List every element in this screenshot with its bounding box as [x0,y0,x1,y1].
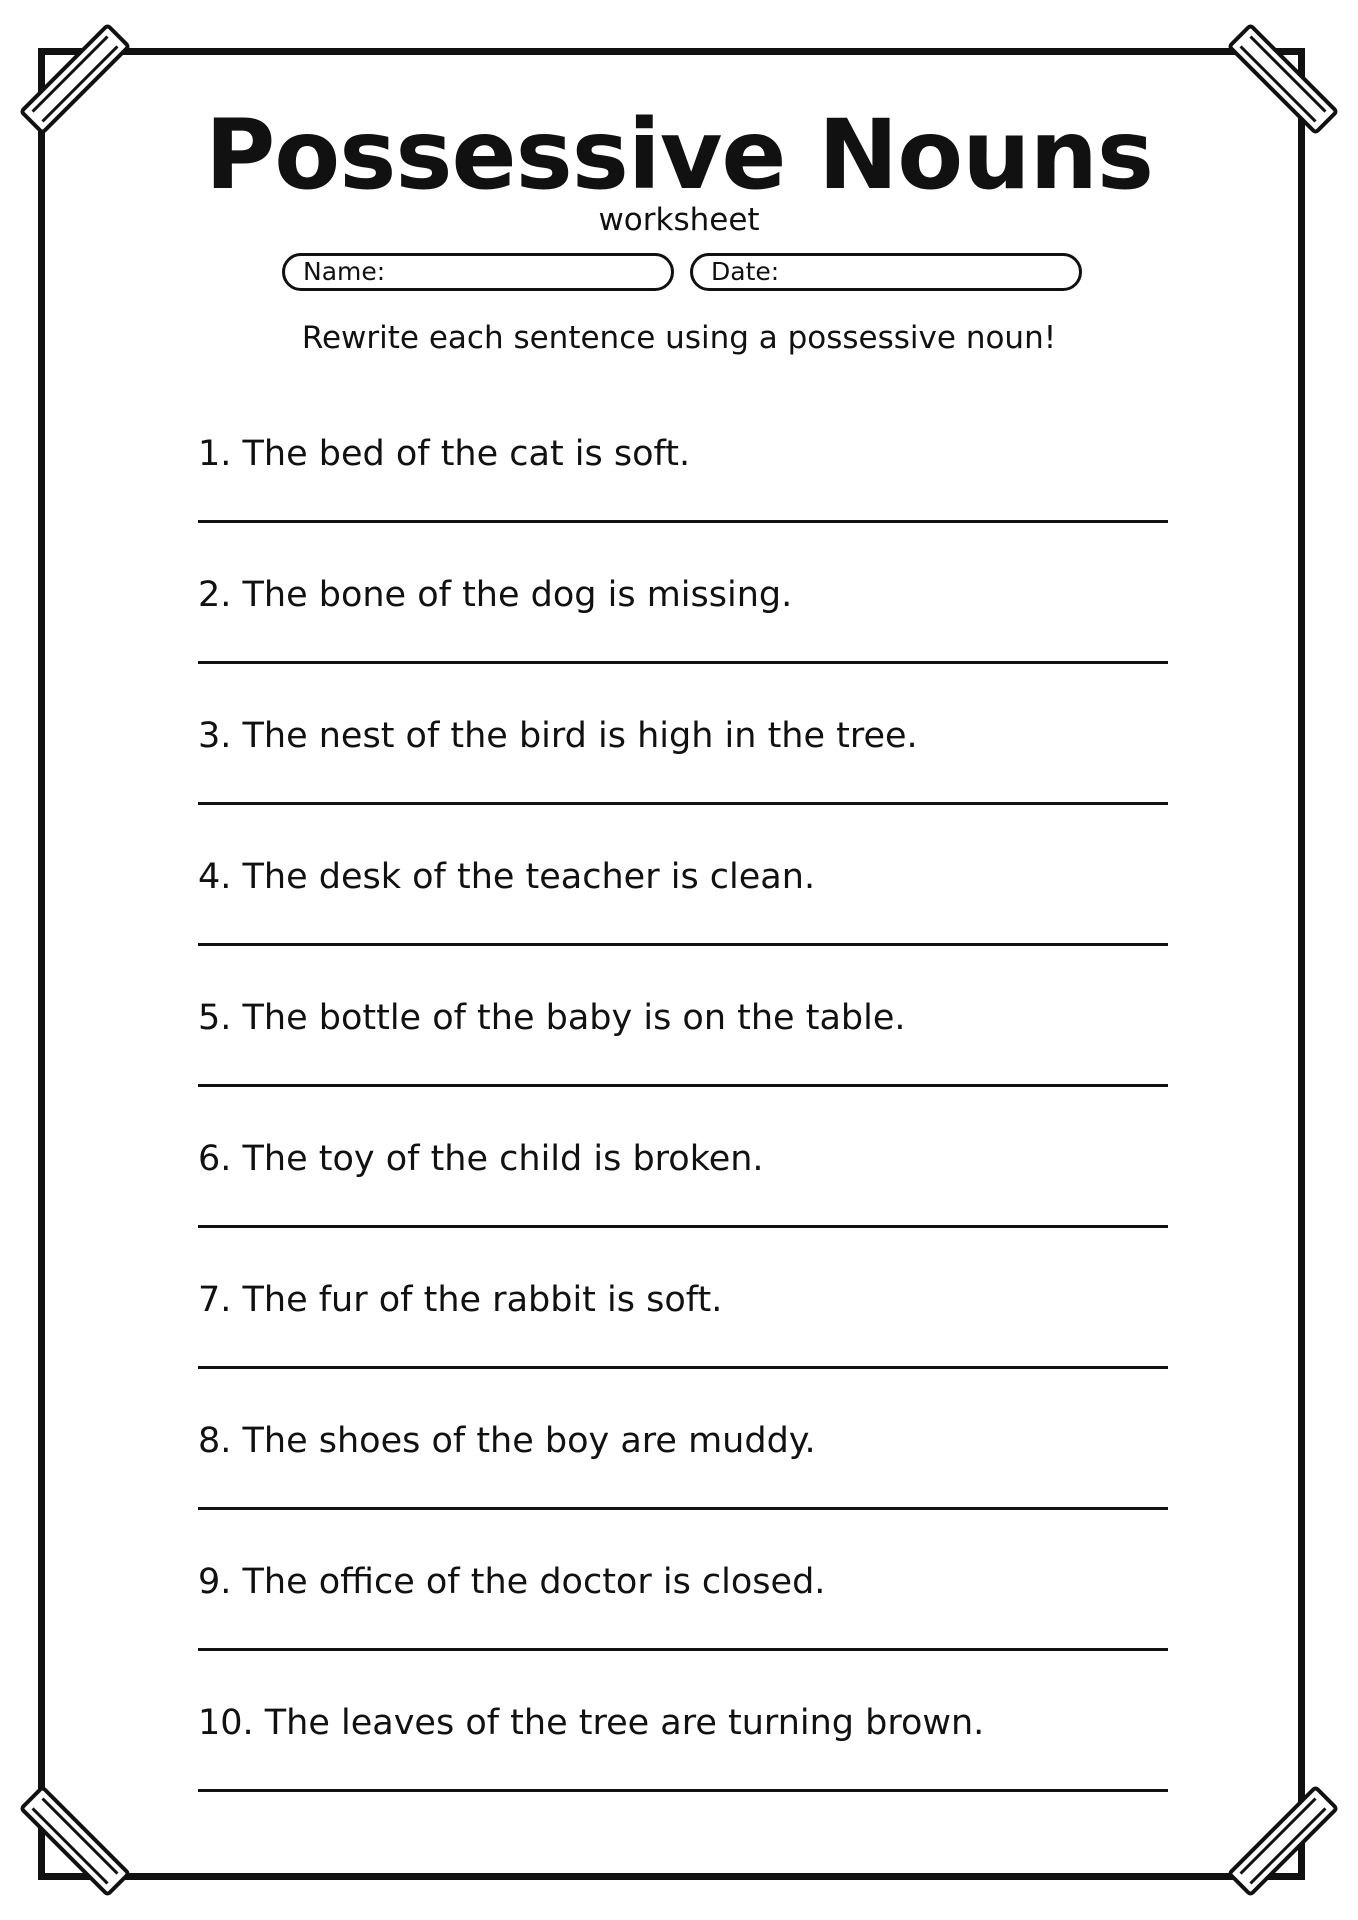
question-item [198,1137,1168,1181]
question-text: 10. The leaves of the tree are turning brown. [198,1703,985,1743]
question-text: 6. The toy of the child is broken. [198,1139,764,1179]
question-item [198,432,1168,476]
answer-line[interactable] [198,1789,1168,1792]
worksheet-subtitle: worksheet [598,202,760,238]
question-text: 7. The fur of the rabbit is soft. [198,1280,723,1320]
question-item [198,996,1168,1040]
question-text: 9. The office of the doctor is closed. [198,1562,826,1602]
question-text: 5. The bottle of the baby is on the table. [198,998,906,1038]
instructions: Rewrite each sentence using a possessive noun! [301,320,1057,356]
question-text: 4. The desk of the teacher is clean. [198,857,816,897]
name-label: Name: [303,257,386,286]
answer-line[interactable] [198,1084,1168,1087]
taped-corner-icon [1224,1782,1342,1900]
date-field[interactable] [690,253,1082,291]
answer-line[interactable] [198,802,1168,805]
taped-corner-icon [16,1782,134,1900]
answer-line[interactable] [198,1225,1168,1228]
question-item [198,1701,1168,1745]
question-item [198,1560,1168,1604]
question-text: 3. The nest of the bird is high in the tree. [198,716,918,756]
question-text: 1. The bed of the cat is soft. [198,434,691,474]
worksheet-title: Possessive Nouns [204,99,1154,211]
question-item [198,573,1168,617]
question-text: 8. The shoes of the boy are muddy. [198,1421,816,1461]
name-field[interactable] [282,253,674,291]
question-text: 2. The bone of the dog is missing. [198,575,793,615]
question-item [198,1419,1168,1463]
answer-line[interactable] [198,1648,1168,1651]
question-item [198,1278,1168,1322]
answer-line[interactable] [198,1507,1168,1510]
question-item [198,714,1168,758]
answer-line[interactable] [198,661,1168,664]
answer-line[interactable] [198,520,1168,523]
answer-line[interactable] [198,943,1168,946]
date-label: Date: [711,257,780,286]
question-item [198,855,1168,899]
answer-line[interactable] [198,1366,1168,1369]
